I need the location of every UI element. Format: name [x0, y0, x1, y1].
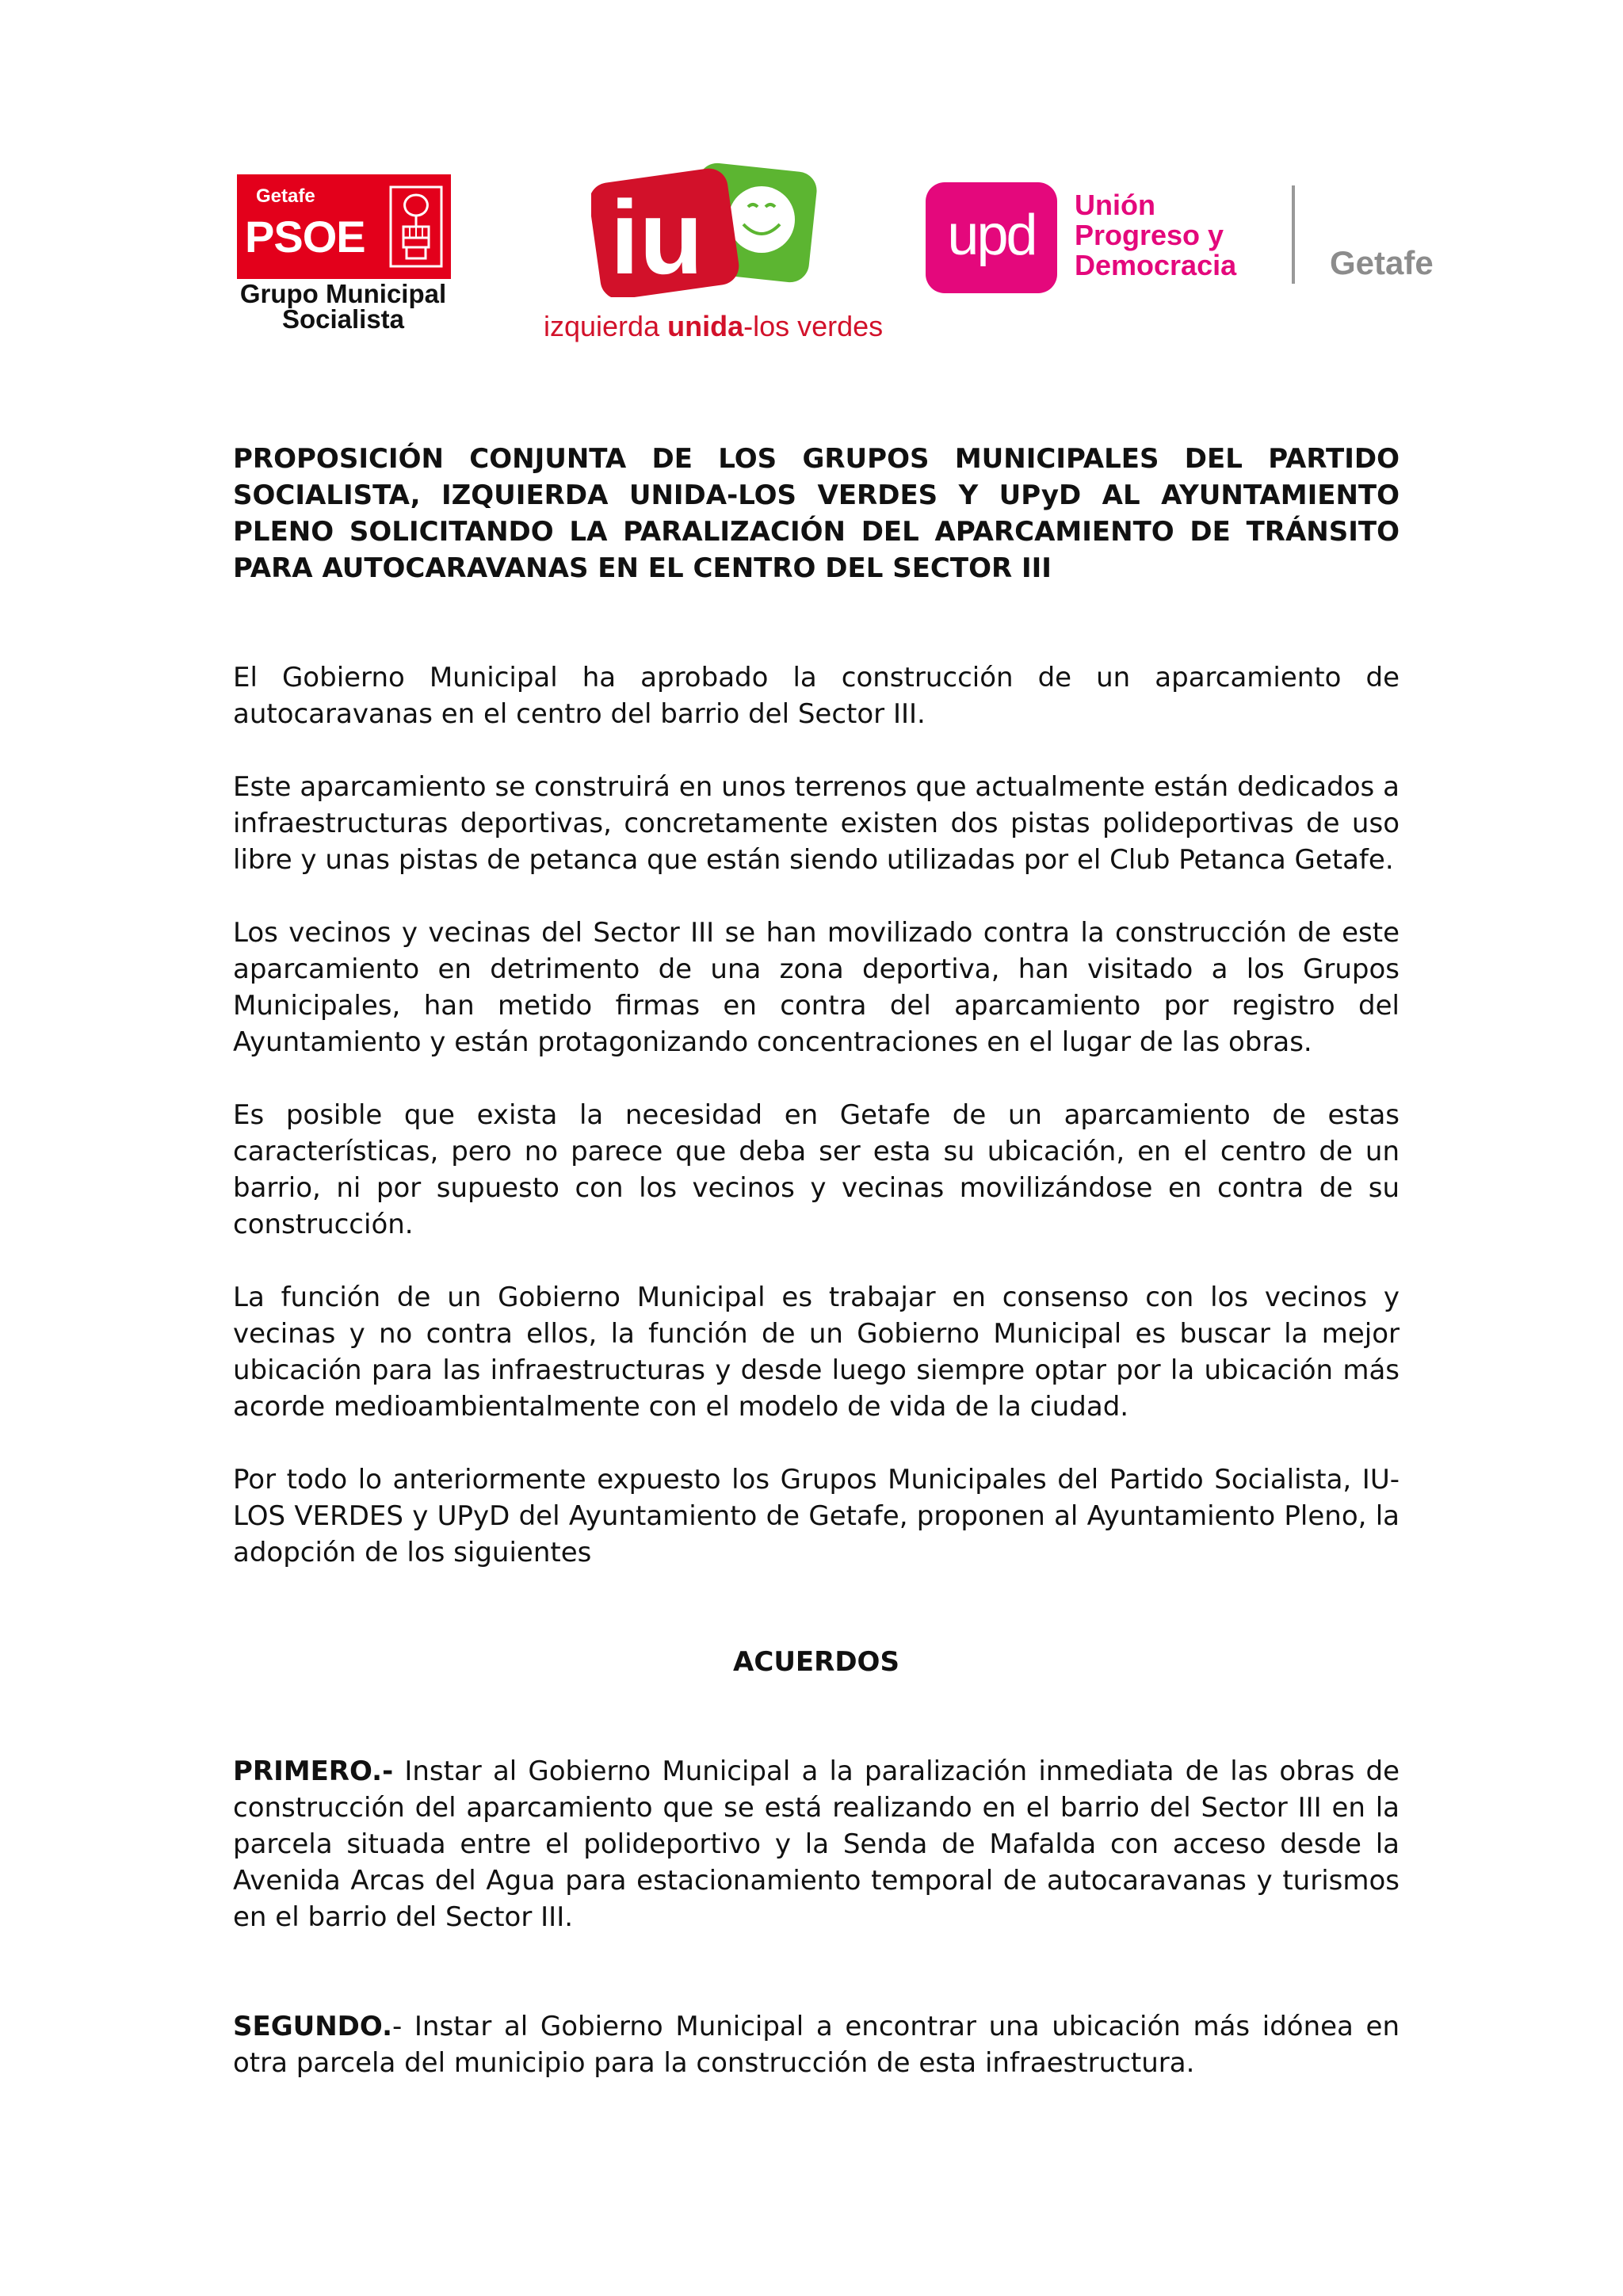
upyd-name [1075, 190, 1236, 281]
acuerdo-segundo-label: SEGUNDO. [233, 2011, 392, 2042]
document-title: PROPOSICIÓN CONJUNTA DE LOS GRUPOS MUNICIPALES DEL PARTIDO SOCIALISTA, IZQUIERDA UNIDA-LOS VERDES Y UPyD AL AYUNTAMIENTO PLENO SOLICITANDO LA PARALIZACIÓN DEL APARCAMIENTO DE TRÁNSITO PARA AUTOCARAVANAS EN EL CENTRO DEL SECTOR III [233, 443, 1400, 584]
iu-emblem-icon [591, 162, 821, 297]
iu-logo [544, 162, 884, 353]
fist-rose-icon [389, 185, 443, 268]
svg-text:iu: iu [610, 179, 704, 296]
psoe-red-box [237, 174, 451, 279]
iu-wordmark [544, 310, 884, 343]
upyd-city: Getafe [1330, 244, 1434, 281]
upyd-box-text: upd [947, 204, 1036, 267]
acuerdo-segundo-text: - Instar al Gobierno Municipal a encontrar una ubicación más idónea en otra parcela del municipio para la construcción de esta infraestructura. [233, 2011, 1400, 2079]
psoe-group-line2: Socialista [281, 304, 405, 334]
upyd-line1: Unión [1075, 189, 1155, 221]
iu-wordmark-prefix: izquierda [544, 310, 668, 342]
upyd-logo [926, 182, 1465, 301]
psoe-city: Getafe [256, 185, 315, 207]
upyd-box [926, 182, 1057, 293]
paragraph-4: Es posible que exista la necesidad en Getafe de un aparcamiento de estas características, pero no parece que deba ser esta su ubicación, en el centro de un barrio, ni por supuesto con los vecinos y vecinas movilizándose en contra de su construcción. [233, 1099, 1400, 1240]
psoe-wordmark: PSOE [245, 212, 365, 262]
document-body [233, 441, 1400, 2081]
paragraph-6: Por todo lo anteriormente expuesto los Grupos Municipales del Partido Socialista, IU-LOS VERDES y UPyD del Ayuntamiento de Getafe, proponen al Ayuntamiento Pleno, la adopción de los siguientes [233, 1464, 1400, 1568]
acuerdo-primero-label: PRIMERO.- [233, 1755, 394, 1787]
iu-wordmark-bold: unida [667, 310, 744, 342]
acuerdo-segundo [233, 2008, 1400, 2081]
upyd-line3: Democracia [1075, 249, 1237, 281]
paragraph-2: Este aparcamiento se construirá en unos terrenos que actualmente están dedicados a infraestructuras deportivas, concretamente existen dos pistas polideportivas de uso libre y unas pistas de petanca que están siendo utilizadas por el Club Petanca Getafe. [233, 771, 1400, 876]
iu-wordmark-suffix: -los verdes [743, 310, 884, 342]
psoe-logo [232, 174, 454, 333]
acuerdos-heading: ACUERDOS [733, 1646, 899, 1678]
paragraph-5: La función de un Gobierno Municipal es trabajar en consenso con los vecinos y vecinas y no contra ellos, la función de un Gobierno Municipal es buscar la mejor ubicación para las infraestructuras y desde luego siempre optar por la ubicación más acorde medioambientalmente con el modelo de vida de la ciudad. [233, 1282, 1400, 1423]
paragraph-1: El Gobierno Municipal ha aprobado la construcción de un aparcamiento de autocaravanas en el centro del barrio del Sector III. [233, 662, 1400, 730]
paragraph-3: Los vecinos y vecinas del Sector III se han movilizado contra la construcción de este aparcamiento en detrimento de una zona deportiva, han visitado a los Grupos Municipales, han metido firmas en contra del aparcamiento por registro del Ayuntamiento y están protagonizando concentraciones en el lugar de las obras. [233, 917, 1400, 1058]
upyd-divider [1292, 185, 1295, 284]
acuerdo-primero [233, 1753, 1400, 1935]
psoe-group-line1: Grupo Municipal [239, 279, 447, 308]
acuerdo-primero-text: Instar al Gobierno Municipal a la paralización inmediata de las obras de construcción del aparcamiento que se está realizando en el barrio del Sector III en la parcela situada entre el polideportivo y la Senda de Mafalda con acceso desde la Avenida Arcas del Agua para estacionamiento temporal de autocaravanas y turismos en el barrio del Sector III. [233, 1755, 1400, 1933]
upyd-line2: Progreso y [1075, 219, 1224, 251]
